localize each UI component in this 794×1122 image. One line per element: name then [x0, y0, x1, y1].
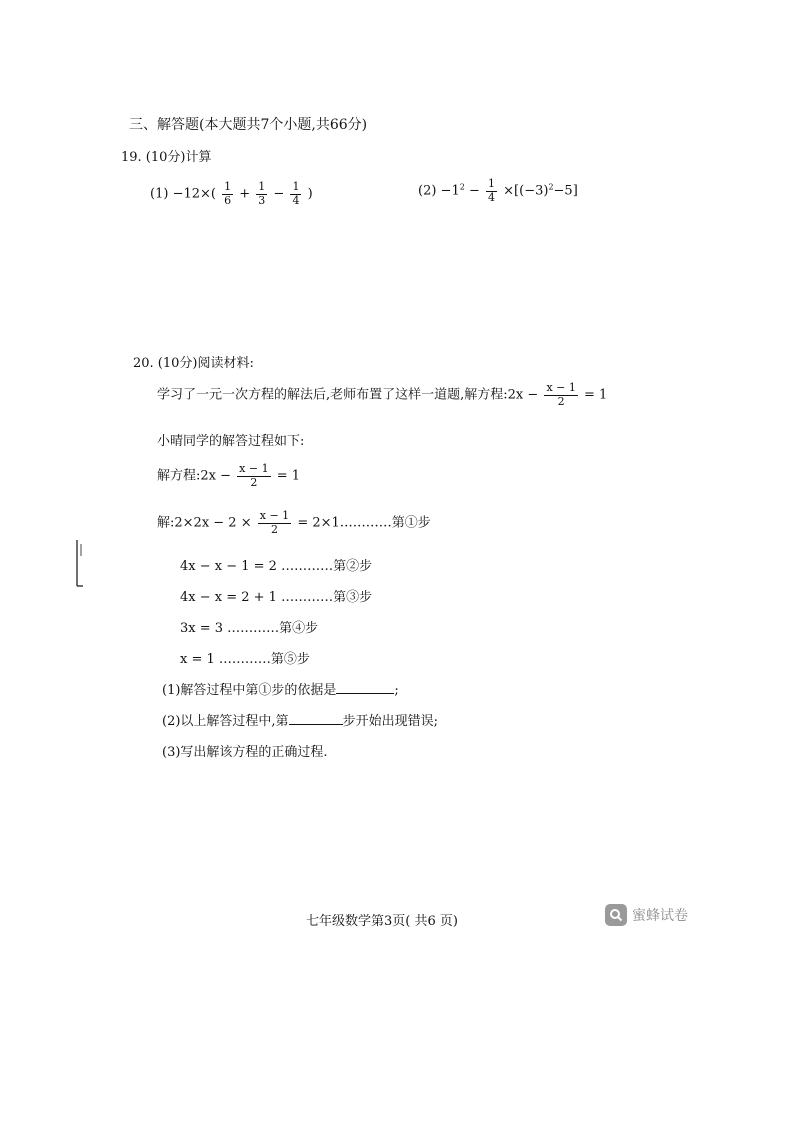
- q20-header: 20. (10分)阅读材料:: [133, 356, 254, 371]
- q19-part1: (1) −12×( $\frac{1}{6}$ + $\frac{1}{3}$ − $\frac{1}{4}$ ): [150, 180, 313, 207]
- q20-solve-equation: 解方程:2x − $\frac{x - 1}{2}$ = 1: [157, 462, 301, 489]
- q20-step-3: 4x − x = 2 + 1 …………第③步: [180, 590, 373, 605]
- q20-sub-question-3: (3)写出解该方程的正确过程.: [162, 745, 328, 760]
- q20-student-line: 小晴同学的解答过程如下:: [157, 434, 305, 449]
- fraction: $\frac{x - 1}{2}$: [239, 462, 269, 489]
- fraction: $\frac{x - 1}{2}$: [546, 381, 576, 408]
- section-heading: 三、解答题(本大题共7个小题,共66分): [129, 117, 368, 133]
- q19-p1-lead: −12×(: [172, 186, 216, 202]
- q19-p1-label: (1): [150, 186, 169, 202]
- fraction: $\frac{1}{6}$: [224, 180, 232, 207]
- q20-sub-question-1: (1)解答过程中第①步的依据是 ;: [162, 679, 399, 698]
- q20-step-5: x = 1 …………第⑤步: [180, 652, 310, 667]
- answer-blank: [336, 680, 394, 694]
- binding-margin-mark: [74, 536, 84, 590]
- q20-step-2: 4x − x − 1 = 2 …………第②步: [180, 559, 373, 574]
- q20-sub-question-2: (2)以上解答过程中,第 步开始出现错误;: [162, 710, 438, 729]
- watermark-text: 蜜蜂试卷: [632, 908, 688, 924]
- fraction: $\frac{1}{4}$: [488, 177, 496, 204]
- fraction: $\frac{x - 1}{2}$: [259, 509, 290, 536]
- q19-p2-label: (2): [418, 183, 437, 199]
- search-icon: [605, 904, 627, 926]
- watermark: [605, 904, 688, 926]
- page-footer: 七年级数学第3页( 共6 页): [306, 914, 458, 929]
- fraction: $\frac{1}{4}$: [292, 180, 300, 207]
- answer-blank: [289, 711, 343, 725]
- q20-step-1: 解:2×2x − 2 × $\frac{x - 1}{2}$ = 2×1…………第①步: [157, 509, 431, 536]
- q20-step-4: 3x = 3 …………第④步: [180, 621, 319, 636]
- fraction: $\frac{1}{3}$: [258, 180, 266, 207]
- q20-intro: 学习了一元一次方程的解法后,老师布置了这样一道题,解方程:2x − $\frac{x - 1}{2}$ = 1: [157, 381, 608, 408]
- q19-header: 19. (10分)计算: [121, 150, 212, 165]
- q19-part2: $(2) -1^2$ − $\frac{1}{4}$ $\times[(-3)^2-5]$: [418, 177, 578, 204]
